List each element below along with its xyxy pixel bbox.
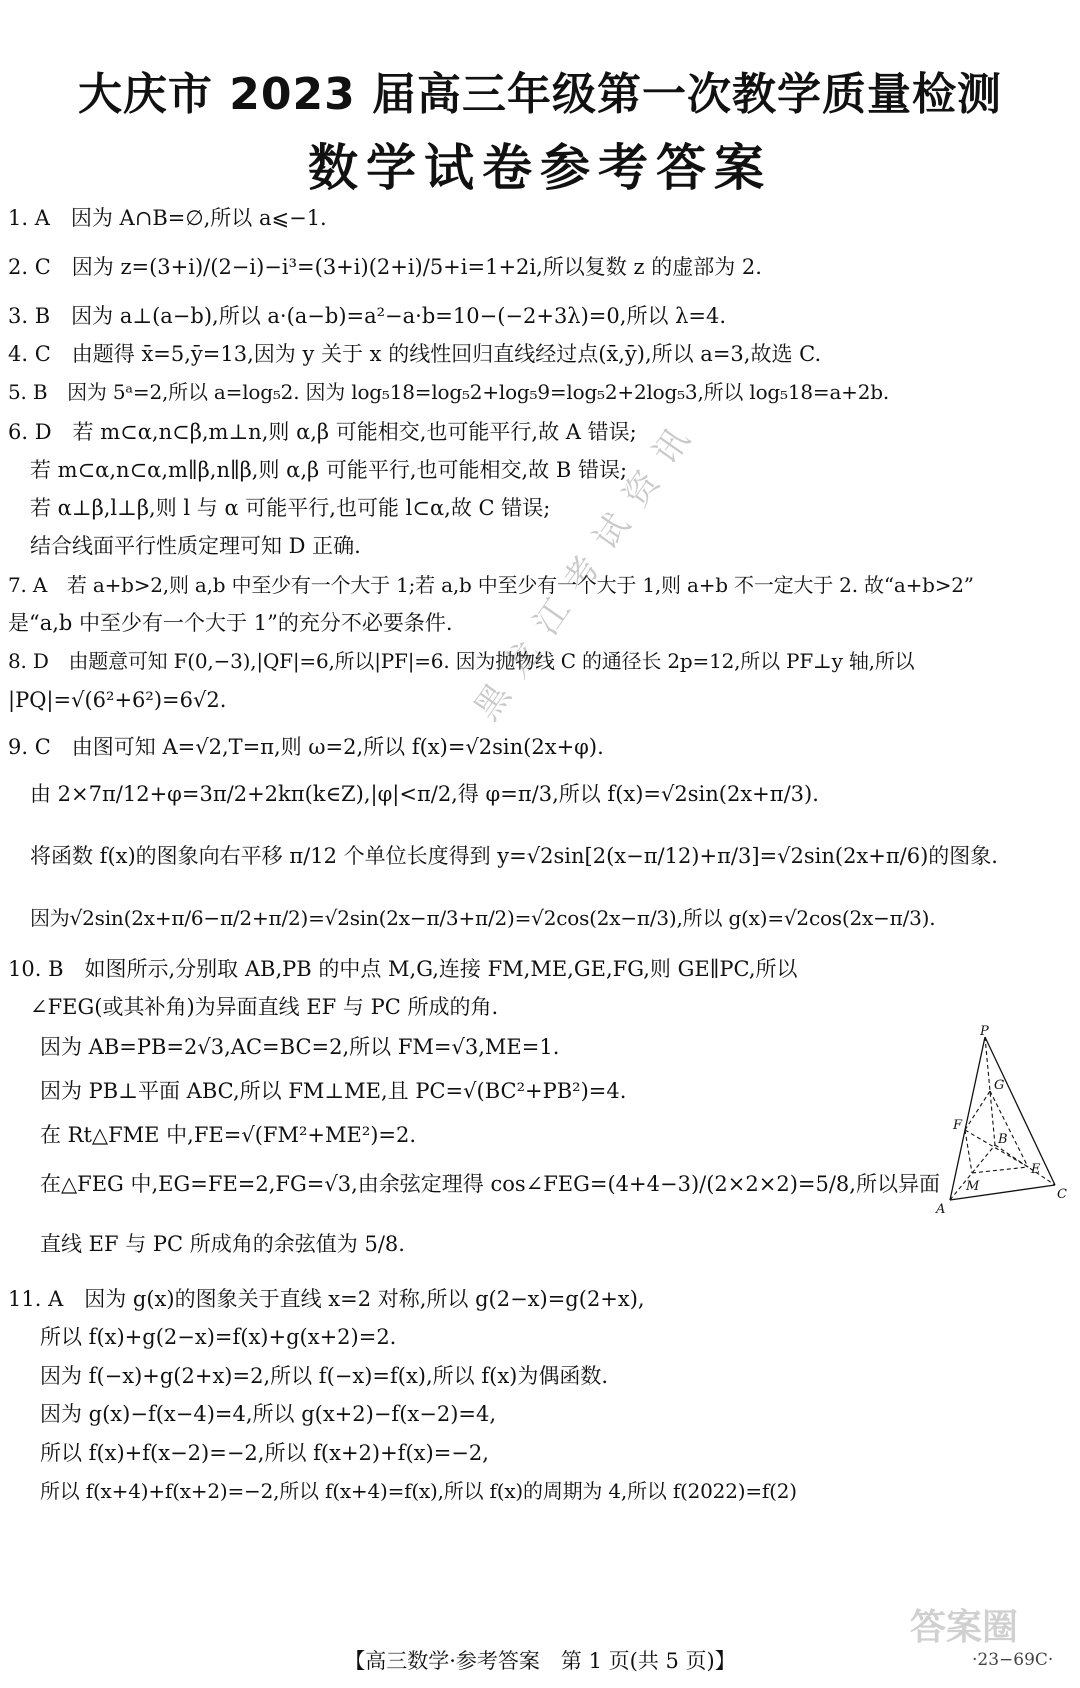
pyramid-figure — [900, 1025, 1070, 1225]
answer-11-c: 因为 f(−x)+g(2+x)=2,所以 f(−x)=f(x),所以 f(x)为偶函数. — [40, 1364, 609, 1388]
answer-9: 9. C 由图可知 A=√2,T=π,则 ω=2,所以 f(x)=√2sin(2x+φ). — [8, 735, 604, 759]
exam-title: 大庆市 2023 届高三年级第一次教学质量检测 — [77, 69, 1003, 120]
answer-9-c: 将函数 f(x)的图象向右平移 π/12 个单位长度得到 y=√2sin[2(x−π/12)+π/3]=√2sin(2x+π/6)的图象. — [30, 844, 998, 868]
answer-1: 1. A 因为 A∩B=∅,所以 a⩽−1. — [8, 206, 327, 230]
answer-7: 7. A 若 a+b>2,则 a,b 中至少有一个大于 1;若 a,b 中至少有一个大于 1,则 a+b 不一定大于 2. 故“a+b>2” — [8, 573, 974, 597]
answer-10: 10. B 如图所示,分别取 AB,PB 的中点 M,G,连接 FM,ME,GE,FG,则 GE∥PC,所以 — [8, 957, 798, 981]
page-footer: 【高三数学·参考答案 第 1 页(共 5 页)】 — [344, 1649, 736, 1673]
segment-FM — [965, 1130, 972, 1173]
answer-10-d: 因为 PB⊥平面 ABC,所以 FM⊥ME,且 PC=√(BC²+PB²)=4. — [40, 1079, 627, 1103]
answer-11-e: 所以 f(x)+f(x−2)=−2,所以 f(x+2)+f(x)=−2, — [40, 1441, 489, 1465]
answer-6-d: 结合线面平行性质定理可知 D 正确. — [30, 534, 361, 558]
answer-9-b: 由 2×7π/12+φ=3π/2+2kπ(k∈Z),|φ|<π/2,得 φ=π/3,所以 f(x)=√2sin(2x+π/3). — [30, 782, 819, 806]
answer-3: 3. B 因为 a⊥(a−b),所以 a·(a−b)=a²−a·b=10−(−2+3λ)=0,所以 λ=4. — [8, 304, 727, 328]
answer-7-cont: 是“a,b 中至少有一个大于 1”的充分不必要条件. — [8, 611, 453, 635]
label-A: A — [936, 1202, 946, 1217]
answer-11-d: 因为 g(x)−f(x−4)=4,所以 g(x+2)−f(x−2)=4, — [40, 1402, 497, 1426]
answer-8-cont: |PQ|=√(6²+6²)=6√2. — [8, 688, 227, 712]
answer-10-g: 直线 EF 与 PC 所成角的余弦值为 5/8. — [40, 1232, 405, 1256]
answer-4: 4. C 由题得 x̄=5,ȳ=13,因为 y 关于 x 的线性回归直线经过点(x̄,ȳ),所以 a=3,故选 C. — [8, 342, 822, 366]
answer-11: 11. A 因为 g(x)的图象关于直线 x=2 对称,所以 g(2−x)=g(2+x), — [8, 1287, 645, 1311]
label-B: B — [998, 1132, 1008, 1147]
answer-10-c: 因为 AB=PB=2√3,AC=BC=2,所以 FM=√3,ME=1. — [40, 1035, 560, 1059]
label-G: G — [994, 1078, 1005, 1093]
answer-11-f: 所以 f(x+4)+f(x+2)=−2,所以 f(x+4)=f(x),所以 f(x)的周期为 4,所以 f(2022)=f(2) — [40, 1479, 797, 1503]
answer-5: 5. B 因为 5ᵃ=2,所以 a=log₅2. 因为 log₅18=log₅2+log₅9=log₅2+2log₅3,所以 log₅18=a+2b. — [8, 380, 890, 404]
svg-text:答案圈: 答案圈 — [910, 1607, 1019, 1648]
answer-10-f: 在△FEG 中,EG=FE=2,FG=√3,由余弦定理得 cos∠FEG=(4+4−3)/(2×2×2)=5/8,所以异面 — [40, 1172, 940, 1196]
label-M: M — [966, 1179, 980, 1194]
label-E: E — [1031, 1162, 1041, 1177]
label-C: C — [1057, 1187, 1067, 1202]
answer-10-e: 在 Rt△FME 中,FE=√(FM²+ME²)=2. — [40, 1123, 417, 1147]
answer-6: 6. D 若 m⊂α,n⊂β,m⊥n,则 α,β 可能相交,也可能平行,故 A 错误; — [8, 420, 637, 444]
exam-code: ·23−69C· — [972, 1650, 1054, 1670]
answer-key-title: 数学试卷参考答案 — [308, 139, 772, 197]
label-P: P — [980, 1025, 989, 1039]
answer-8: 8. D 由题意可知 F(0,−3),|QF|=6,所以|PF|=6. 因为抛物线 C 的通径长 2p=12,所以 PF⊥y 轴,所以 — [8, 649, 915, 673]
answer-6-c: 若 α⊥β,l⊥β,则 l 与 α 可能平行,也可能 l⊂α,故 C 错误; — [30, 496, 551, 520]
answer-2: 2. C 因为 z=(3+i)/(2−i)−i³=(3+i)(2+i)/5+i=1+2i,所以复数 z 的虚部为 2. — [8, 255, 762, 279]
answer-10-b: ∠FEG(或其补角)为异面直线 EF 与 PC 所成的角. — [30, 995, 499, 1019]
segment-ME — [972, 1167, 1028, 1173]
label-F: F — [953, 1118, 963, 1133]
answer-11-b: 所以 f(x)+g(2−x)=f(x)+g(x+2)=2. — [40, 1325, 397, 1349]
answer-6-b: 若 m⊂α,n⊂α,m∥β,n∥β,则 α,β 可能平行,也可能相交,故 B 错误; — [30, 458, 628, 482]
answer-9-d: 因为√2sin(2x+π/6−π/2+π/2)=√2sin(2x−π/3+π/2)=√2cos(2x−π/3),所以 g(x)=√2cos(2x−π/3). — [30, 906, 936, 930]
watermark: 黑龙江考试资讯 — [466, 406, 709, 728]
